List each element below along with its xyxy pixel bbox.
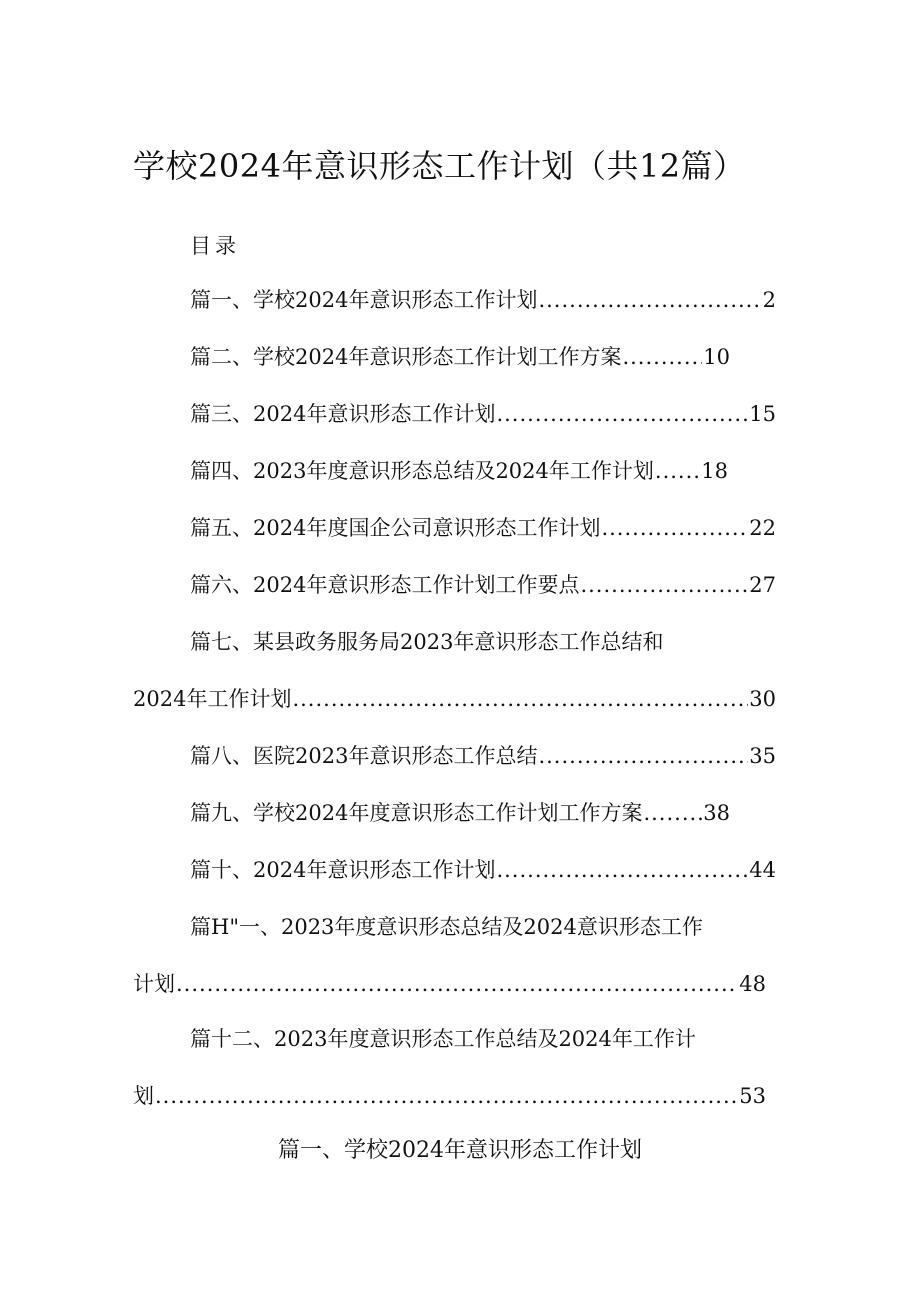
toc-page-number: 18 xyxy=(701,459,728,483)
toc-leader xyxy=(538,283,761,317)
toc-page-number: 2 xyxy=(762,288,776,312)
toc-leader xyxy=(580,568,748,602)
toc-entry-label: 篇一、学校2024年意识形态工作计划 xyxy=(190,288,538,312)
toc-entry-label: 篇七、某县政务服务局2023年意识形态工作总结和 xyxy=(190,630,664,654)
toc-entry-7-line1[interactable] xyxy=(190,625,790,659)
toc-entry-11-line1[interactable] xyxy=(190,910,790,944)
toc-entry-9[interactable] xyxy=(190,796,730,830)
toc-entry-label: 篇九、学校2024年度意识形态工作计划工作方案 xyxy=(190,801,643,825)
toc-entry-3[interactable] xyxy=(190,397,776,431)
toc-entry-label: 篇四、2023年度意识形态总结及2024年工作计划 xyxy=(190,459,654,483)
toc-entry-label: 篇三、2024年意识形态工作计划 xyxy=(190,402,496,426)
toc-entry-1[interactable] xyxy=(190,283,776,317)
toc-entry-label: 篇六、2024年意识形态工作计划工作要点 xyxy=(190,573,580,597)
toc-entry-8[interactable] xyxy=(190,739,776,773)
toc-leader xyxy=(292,682,748,716)
toc-entry-10[interactable] xyxy=(190,853,776,887)
toc-page-number: 48 xyxy=(739,972,766,996)
toc-entry-12-line2[interactable] xyxy=(133,1079,766,1113)
toc-page-number: 27 xyxy=(749,573,776,597)
toc-leader xyxy=(655,454,700,488)
toc-leader xyxy=(538,739,748,773)
toc-leader xyxy=(176,967,738,1001)
toc-entry-2[interactable] xyxy=(190,340,730,374)
toc-entry-label: 篇十、2024年意识形态工作计划 xyxy=(190,858,496,882)
document-title: 学校2024年意识形态工作计划（共12篇） xyxy=(133,147,746,185)
toc-page-number: 15 xyxy=(749,402,776,426)
toc-entry-label: 篇五、2024年度国企公司意识形态工作计划 xyxy=(190,516,601,540)
toc-entry-label: 篇H"一、2023年度意识形态总结及2024意识形态工作 xyxy=(190,915,703,939)
toc-leader xyxy=(601,511,748,545)
toc-heading: 目录 xyxy=(190,234,240,258)
toc-leader xyxy=(496,853,748,887)
toc-entry-label: 划 xyxy=(133,1084,154,1108)
toc-page-number: 30 xyxy=(749,687,776,711)
toc-leader xyxy=(496,397,748,431)
toc-entry-11-line2[interactable] xyxy=(133,967,766,1001)
toc-page-number: 10 xyxy=(703,345,730,369)
toc-leader xyxy=(643,796,702,830)
toc-page-number: 44 xyxy=(749,858,776,882)
toc-leader xyxy=(622,340,702,374)
toc-entry-7-line2[interactable] xyxy=(133,682,776,716)
toc-page-number: 35 xyxy=(749,744,776,768)
toc-page-number: 38 xyxy=(703,801,730,825)
toc-entry-label: 2024年工作计划 xyxy=(133,687,292,711)
toc-entry-label: 篇八、医院2023年意识形态工作总结 xyxy=(190,744,538,768)
toc-entry-6[interactable] xyxy=(190,568,776,602)
toc-entry-5[interactable] xyxy=(190,511,776,545)
section-heading: 篇一、学校2024年意识形态工作计划 xyxy=(278,1138,642,1163)
toc-entry-12-line1[interactable] xyxy=(190,1022,790,1056)
toc-entry-label: 计划 xyxy=(133,972,175,996)
toc-page-number: 53 xyxy=(739,1084,766,1108)
toc-entry-label: 篇十二、2023年度意识形态工作总结及2024年工作计 xyxy=(190,1027,696,1051)
toc-entry-4[interactable] xyxy=(190,454,728,488)
toc-leader xyxy=(155,1079,738,1113)
toc-page-number: 22 xyxy=(749,516,776,540)
toc-entry-label: 篇二、学校2024年意识形态工作计划工作方案 xyxy=(190,345,622,369)
